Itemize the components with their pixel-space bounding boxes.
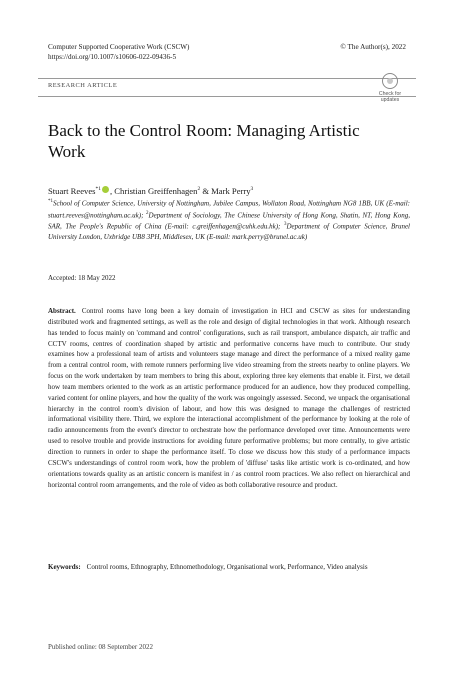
- author-list: [48, 184, 408, 197]
- journal-name: Computer Supported Cooperative Work (CSCW): [48, 43, 190, 51]
- keywords-label: Keywords:: [48, 563, 81, 571]
- accepted-date: Accepted: 18 May 2022: [48, 274, 116, 282]
- orcid-icon[interactable]: [102, 186, 109, 193]
- badge-label-line2: updates: [380, 97, 400, 103]
- check-for-updates-icon: [382, 73, 398, 89]
- affiliation-text: School of Computer Science, University of Nottingham, Jubilee Campus, Wollaton Road, Nottingham NG8 1BB, UK (E-mail: stuart.reeves@nottingham.ac.uk);: [48, 199, 410, 220]
- keywords: [48, 562, 410, 573]
- abstract: [48, 306, 410, 490]
- affiliation-text: Department of Sociology, The Chinese University of Hong Kong, Shatin, NT, Hong Kong, SAR, The People's Republic of China (E-mail: c.greiffenhagen@cuhk.edu.hk);: [48, 211, 410, 231]
- doi-link[interactable]: https://doi.org/10.1007/s10606-022-09436-5: [48, 53, 177, 61]
- affiliation-text: Department of Computer Science, Brunel University London, Uxbridge UB8 3PH, Middlesex, UK (E-mail: mark.perry@brunel.ac.uk): [48, 222, 410, 242]
- article-type-divider: [38, 96, 416, 97]
- copyright-notice: © The Author(s), 2022: [340, 43, 406, 51]
- abstract-label: Abstract.: [48, 307, 76, 315]
- affiliation-marker: 2: [146, 210, 149, 216]
- keywords-text: Control rooms, Ethnography, Ethnomethodology, Organisational work, Performance, Video analysis: [86, 563, 368, 571]
- article-title: Back to the Control Room: Managing Artistic Work: [48, 121, 360, 161]
- author-name: Stuart Reeves: [48, 185, 96, 196]
- badge-label-line1: Check for: [378, 91, 402, 97]
- author-affiliation-marker: *1: [95, 186, 101, 192]
- affiliation-marker: *1: [48, 199, 53, 204]
- affiliations: [48, 197, 410, 243]
- running-header: [48, 42, 406, 62]
- author-name: , Christian Greiffenhagen: [110, 185, 198, 196]
- check-for-updates-badge[interactable]: [372, 73, 408, 103]
- author-affiliation-marker: 3: [250, 186, 254, 192]
- article-type: RESEARCH ARTICLE: [48, 82, 118, 89]
- affiliation-marker: 3: [284, 222, 287, 228]
- author-affiliation-marker: 2: [197, 186, 201, 192]
- top-divider: [38, 78, 416, 79]
- publication-date: Published online: 08 September 2022: [48, 643, 153, 651]
- abstract-text: Control rooms have long been a key domain of investigation in HCI and CSCW as sites for understanding distributed work and fragmented settings, as well as the role and design of digital technologies in that work. Although research has tended to focus mainly on 'command and control' configurations, such as rail transport, ambulance dispatch, air traffic and CCTV rooms, centres of coordination shaped by artistic and performative concerns have much to contribute. Our study examines how a professional team of artists and volunteers stage manage and direct the performance of a mixed reality game from a central control room, with remote runners performing live video streaming from the streets nearby to online players. We focus on the work undertaken by team members to bring this about, exploring three key elements that enable it. First, we detail how team members oriented to the work as an artistic performance produced for an audience, how they produced compelling, varied content for online players, and how the quality of the work was ongoingly assessed. Second, we unpack the organisational hierarchy in the control room's division of labour, and how this was designed to manage the challenges of restricted informational visibility there. Third, we explore the interactional accomplishment of the performance by looking at the role of radio announcements from the event's director to orchestrate how the performance developed over time. Announcements were used to resolve trouble and provide instructions for avoiding future performative problems; but more centrally, to give artistic direction to runners in order to shape the performance itself. To close we discuss how this study of a performance impacts CSCW's understandings of control room work, how the problem of 'diffuse' tasks like artistic work is co-ordinated, and how orientations towards quality as an artistic concern is manifest in / as control room practices. We also reflect on hierarchical and horizontal control room arrangements, and the role of video as both collaborative resource and product.: [48, 307, 410, 489]
- author-name: & Mark Perry: [200, 185, 251, 196]
